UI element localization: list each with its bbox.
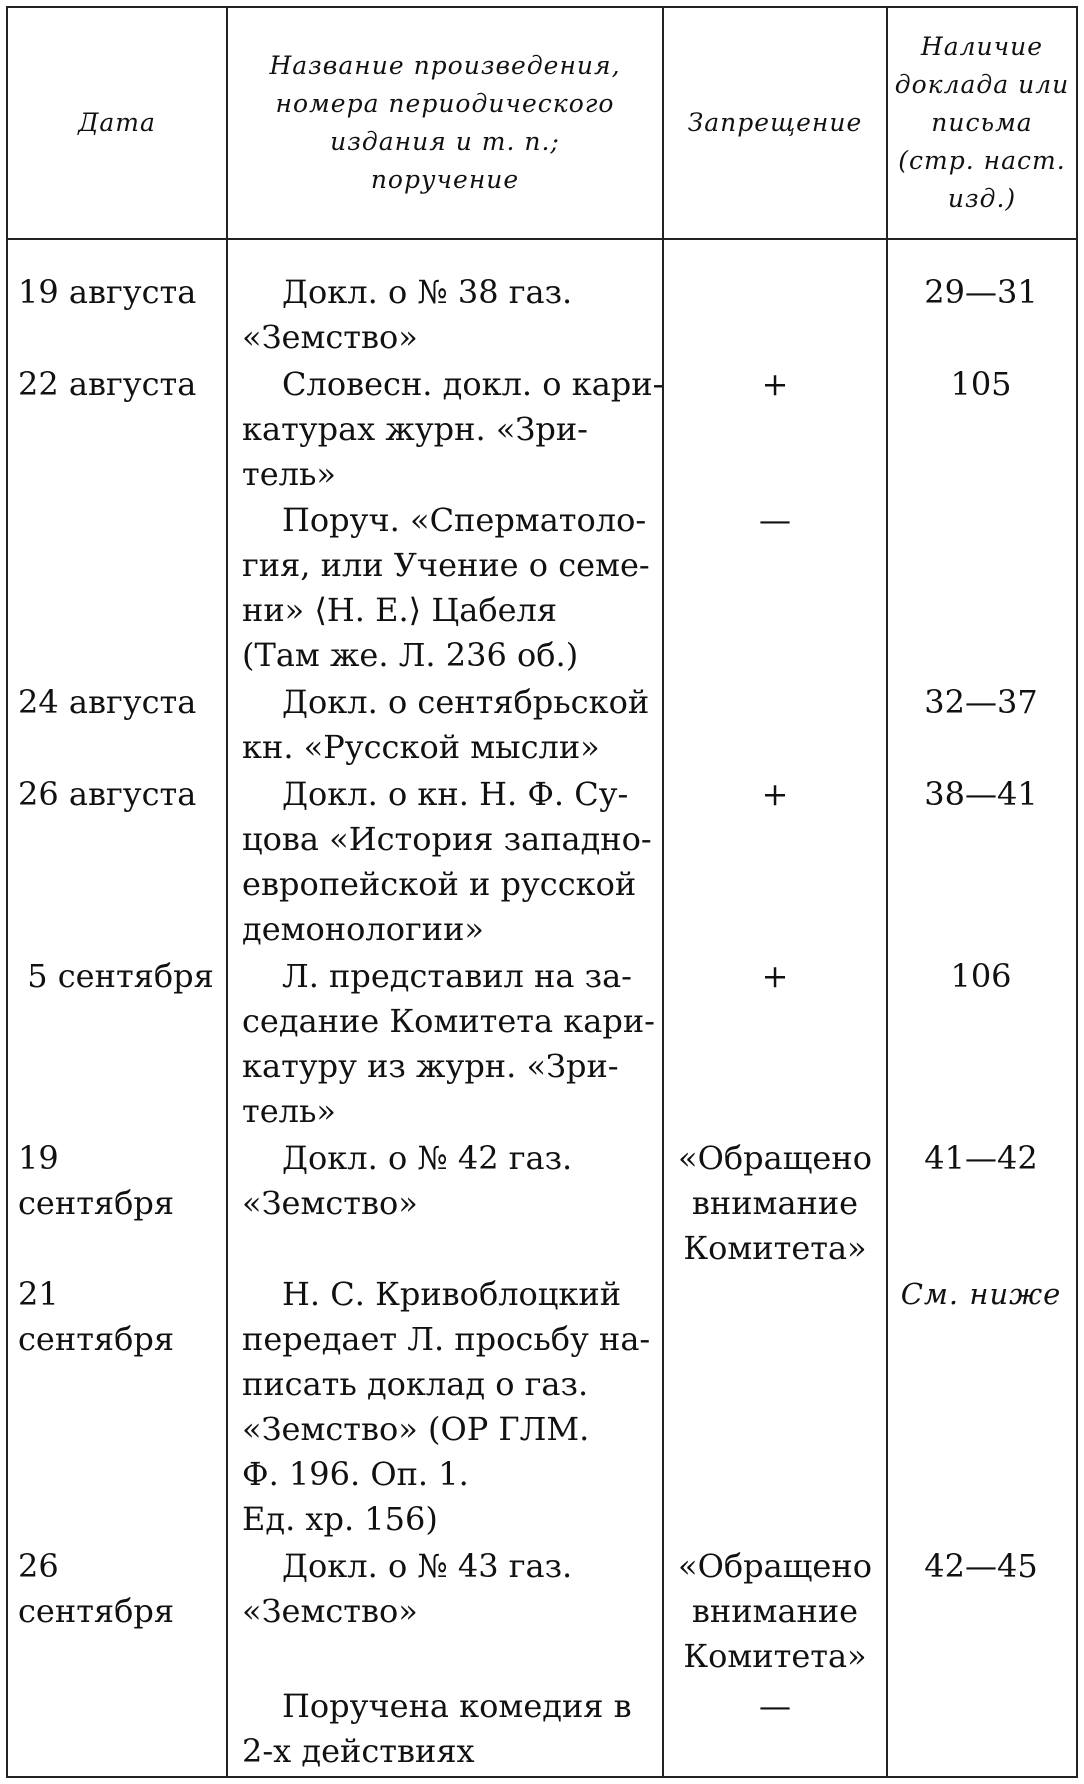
header-pages-line: (стр. наст.	[898, 146, 1066, 175]
row-pages: 106	[950, 957, 1012, 995]
row-title-line: Докл. о № 38 газ.	[282, 273, 573, 311]
row-title-line: катурах журн. «Зри-	[242, 410, 588, 448]
row-ban	[672, 1544, 878, 1679]
row-title-line: «Земство» (ОР ГЛМ.	[242, 1410, 590, 1448]
row-ban-line: Комитета»	[683, 1229, 867, 1267]
row-title-line: Ед. хр. 156)	[242, 1500, 438, 1538]
row-title	[242, 270, 652, 360]
row-title	[242, 362, 664, 497]
row-pages: 41—42	[924, 1139, 1038, 1177]
row-date: 26 августа	[18, 775, 197, 813]
row-title-line: Н. С. Кривоблоцкий	[282, 1275, 622, 1313]
row-title-line: гия, или Учение о семе-	[242, 546, 650, 584]
row-title-line: Поруч. «Сперматоло-	[282, 501, 647, 539]
row-date: 19 августа	[18, 273, 197, 311]
row-title-line: 2-х действиях	[242, 1732, 475, 1770]
column-divider	[662, 8, 664, 1776]
row-title-line: Докл. о № 43 газ.	[282, 1547, 573, 1585]
row-ban	[672, 1136, 878, 1271]
row-title-line: (Там же. Л. 236 об.)	[242, 636, 579, 674]
header-title-line: издания и т. п.;	[330, 127, 560, 156]
row-date: 21 сентября	[18, 1275, 175, 1358]
row-ban: —	[759, 1687, 791, 1725]
row-pages: 105	[950, 365, 1012, 403]
row-ban-line: «Обращено	[678, 1547, 872, 1585]
row-pages: 29—31	[924, 273, 1038, 311]
row-title-line: демонологии»	[242, 910, 484, 948]
row-title-line: катуру из журн. «Зри-	[242, 1047, 619, 1085]
row-title	[242, 954, 655, 1134]
header-title	[228, 8, 662, 238]
row-title	[242, 1136, 652, 1226]
row-ban: +	[761, 775, 789, 813]
row-title-line: передает Л. просьбу на-	[242, 1320, 651, 1358]
row-title-line: писать доклад о газ.	[242, 1365, 589, 1403]
row-title-line: цова «История западно-	[242, 820, 652, 858]
row-title-line: Поручена комедия в	[282, 1687, 632, 1725]
row-title-line: «Земство»	[242, 1592, 418, 1630]
row-pages: 42—45	[924, 1547, 1038, 1585]
table-frame	[6, 6, 1078, 1778]
row-pages: 38—41	[924, 775, 1038, 813]
row-date: 26 сентября	[18, 1547, 175, 1630]
header-pages-line: Наличие	[920, 32, 1044, 61]
header-pages-line: доклада или	[894, 70, 1070, 99]
header-title-line: Название произведения,	[269, 51, 621, 80]
row-title-line: Докл. о № 42 газ.	[282, 1139, 573, 1177]
row-ban-line: внимание	[691, 1592, 859, 1630]
row-title	[242, 1684, 652, 1774]
header-title-line: поручение	[370, 165, 520, 194]
row-ban: +	[761, 957, 789, 995]
row-ban-line: «Обращено	[678, 1139, 872, 1177]
header-date-label: Дата	[78, 108, 156, 137]
row-title	[242, 680, 652, 770]
row-date: 22 августа	[18, 365, 197, 403]
header-date	[8, 8, 226, 238]
row-title-line: «Земство»	[242, 318, 418, 356]
column-divider	[226, 8, 228, 1776]
row-title-line: ни» ⟨Н. Е.⟩ Цабеля	[242, 591, 558, 629]
row-ban-line: внимание	[691, 1184, 859, 1222]
row-ban: —	[759, 501, 791, 539]
header-ban	[664, 8, 886, 238]
row-date: 5 сентября	[27, 957, 214, 995]
header-pages-line: изд.)	[947, 184, 1017, 213]
row-title-line: седание Комитета кари-	[242, 1002, 655, 1040]
row-title-line: тель»	[242, 455, 336, 493]
header-pages	[888, 8, 1076, 238]
row-pages: См. ниже	[900, 1277, 1062, 1311]
row-title-line: «Земство»	[242, 1184, 418, 1222]
header-pages-line: письма	[931, 108, 1033, 137]
header-divider	[8, 238, 1076, 240]
row-title-line: Ф. 196. Оп. 1.	[242, 1455, 469, 1493]
row-ban: +	[761, 365, 789, 403]
row-title-line: Л. представил на за-	[282, 957, 632, 995]
row-title-line: Докл. о сентябрьской	[282, 683, 650, 721]
row-title-line: Докл. о кн. Н. Ф. Су-	[282, 775, 629, 813]
row-title	[242, 1272, 652, 1542]
row-title	[242, 1544, 652, 1634]
row-title	[242, 498, 652, 678]
row-title-line: тель»	[242, 1092, 336, 1130]
row-pages: 32—37	[924, 683, 1038, 721]
row-ban-line: Комитета»	[683, 1637, 867, 1675]
header-title-line: номера периодического	[275, 89, 615, 118]
row-title	[242, 772, 652, 952]
row-date: 24 августа	[18, 683, 197, 721]
row-date: 19 сентября	[18, 1139, 175, 1222]
row-title-line: европейской и русской	[242, 865, 637, 903]
row-title-line: кн. «Русской мысли»	[242, 728, 600, 766]
row-title-line: Словесн. докл. о кари-	[282, 365, 664, 403]
header-ban-label: Запрещение	[687, 108, 863, 137]
